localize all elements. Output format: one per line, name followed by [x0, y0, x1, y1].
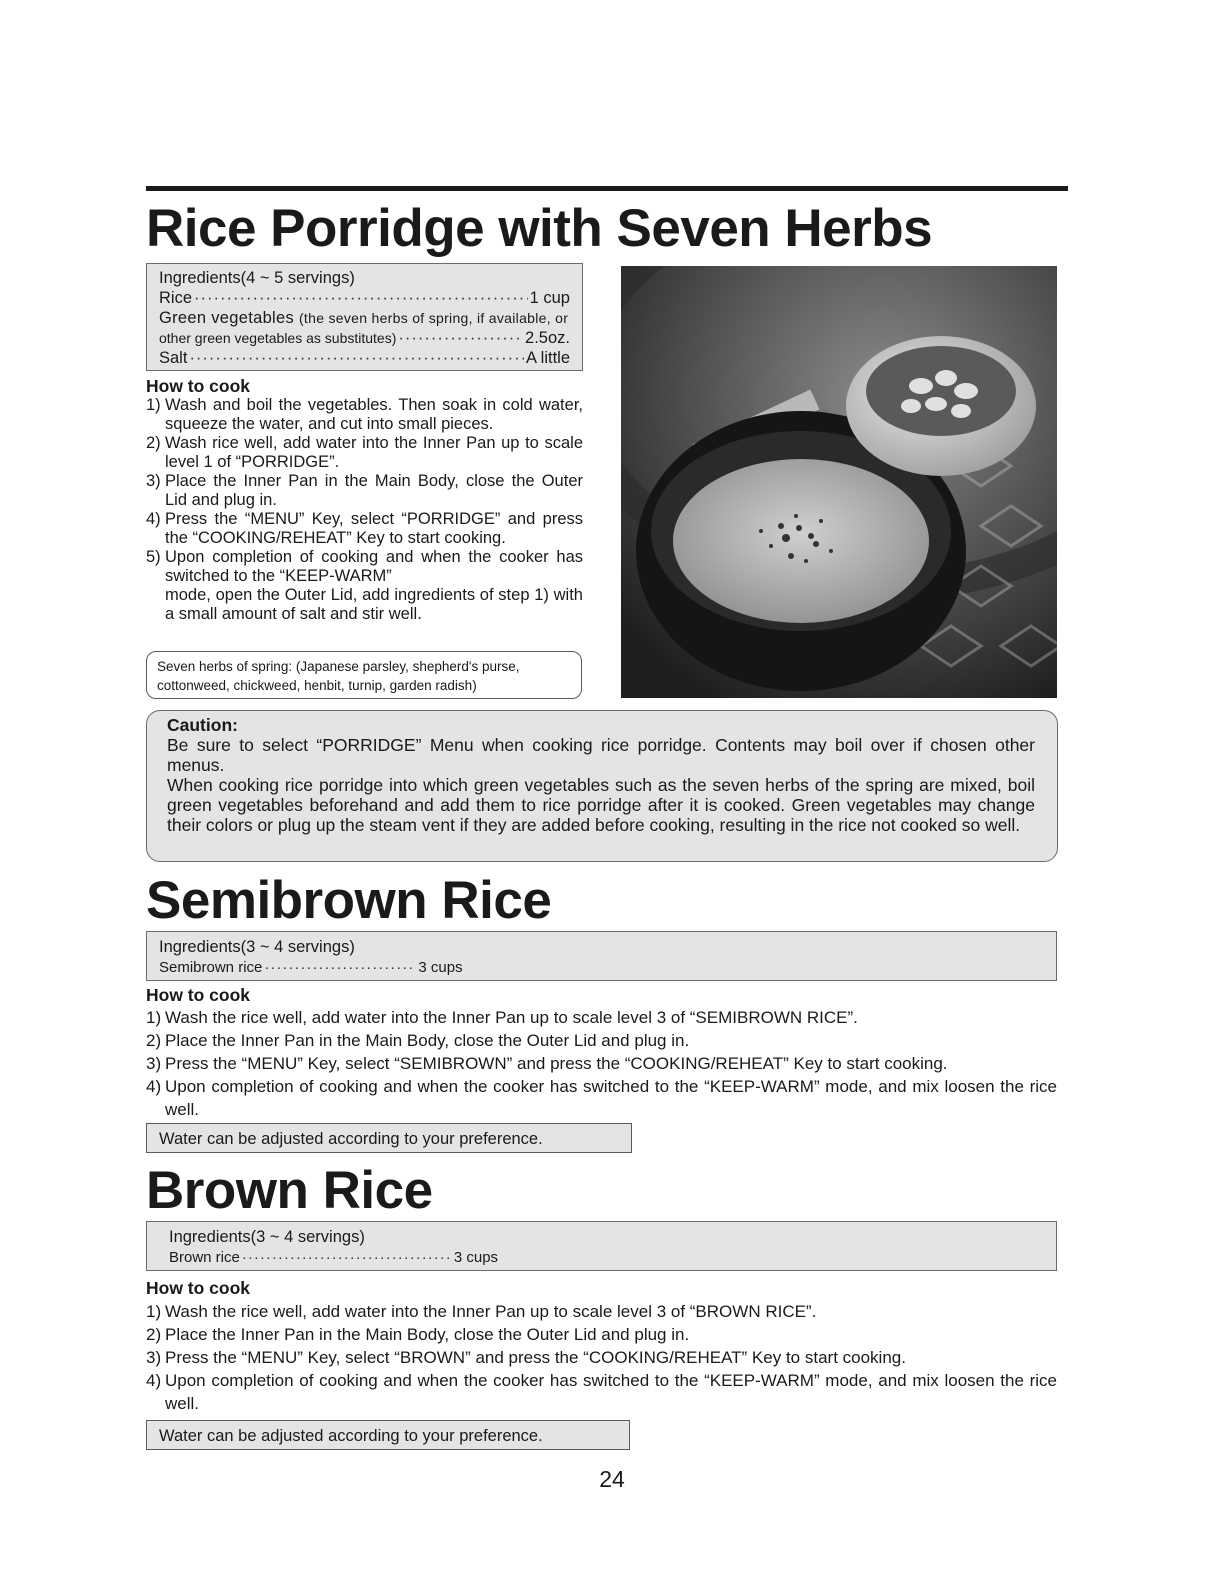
ingredients-box-semibrown: [146, 931, 1057, 981]
seven-herbs-note: Seven herbs of spring: (Japanese parsley, shepherd's purse, cottonweed, chickweed, henbit, turnip, garden radish): [146, 651, 582, 699]
page-number: 24: [599, 1466, 625, 1492]
ingredients-header: Ingredients(3 ~ 4 servings): [169, 1228, 365, 1246]
ingredients-header: Ingredients(3 ~ 4 servings): [159, 938, 355, 956]
list-item: [146, 1052, 1057, 1075]
list-item: [146, 1075, 1057, 1121]
list-item: [146, 396, 583, 434]
leader-dots: [398, 328, 523, 348]
step-number: 3): [146, 472, 161, 490]
ingredients-header: Ingredients(4 ~ 5 servings): [159, 269, 355, 287]
list-item: [146, 548, 583, 624]
step-number: 3): [146, 1348, 162, 1367]
steps-list-porridge: [146, 396, 583, 624]
step-text: Wash and boil the vegetables. Then soak in cold water, squeeze the water, and cut into small pieces.: [165, 396, 583, 433]
step-number: 3): [146, 1054, 162, 1073]
ingredient-row: [159, 348, 570, 368]
step-text: Wash the rice well, add water into the Inner Pan up to scale level 3 of “SEMIBROWN RICE”.: [165, 1008, 858, 1027]
step-text: Press the “MENU” Key, select “SEMIBROWN” and press the “COOKING/REHEAT” Key to start cooking.: [165, 1054, 948, 1073]
top-rule: [146, 186, 1068, 191]
ingredient-row: [169, 1248, 498, 1268]
water-note: Water can be adjusted according to your preference.: [146, 1420, 630, 1450]
how-to-cook-label: How to cook: [146, 376, 251, 396]
ingredient-qty: 3 cups: [418, 959, 463, 976]
step-text: Press the “MENU” Key, select “BROWN” and press the “COOKING/REHEAT” Key to start cooking.: [165, 1348, 906, 1367]
ingredients-box-porridge: [146, 263, 583, 371]
step-text: Upon completion of cooking and when the cooker has switched to the “KEEP-WARM”: [165, 548, 583, 585]
caution-paragraph: Be sure to select “PORRIDGE” Menu when cooking rice porridge. Contents may boil over if chosen other menus.: [167, 735, 1035, 775]
caution-box: [146, 710, 1058, 862]
step-number: 4): [146, 1077, 162, 1096]
ingredient-qty: A little: [525, 349, 570, 367]
list-item: [146, 472, 583, 510]
caution-title: Caution:: [167, 715, 238, 735]
ingredient-name: Semibrown rice: [159, 959, 263, 976]
leader-dots: [242, 1248, 452, 1268]
step-number: 1): [146, 396, 161, 414]
ingredient-row: [159, 288, 570, 308]
step-text: Place the Inner Pan in the Main Body, close the Outer Lid and plug in.: [165, 1325, 690, 1344]
ingredient-row: [159, 328, 570, 348]
ingredient-row: [159, 308, 570, 328]
list-item: [146, 510, 583, 548]
step-number: 5): [146, 548, 161, 566]
ingredient-note: (the seven herbs of spring, if available, or: [298, 310, 569, 326]
step-text: Wash the rice well, add water into the Inner Pan up to scale level 3 of “BROWN RICE”.: [165, 1302, 817, 1321]
step-number: 1): [146, 1008, 162, 1027]
section-title-brown: Brown Rice: [146, 1161, 433, 1220]
list-item: [146, 1300, 1057, 1323]
ingredient-qty: 2.5oz.: [525, 329, 570, 347]
step-text: mode, open the Outer Lid, add ingredients of step 1) with a small amount of salt and stir well.: [165, 586, 583, 623]
ingredient-name: Rice: [159, 289, 193, 307]
section-title-semibrown: Semibrown Rice: [146, 871, 552, 930]
steps-list-semibrown: [146, 1006, 1057, 1121]
list-item: [146, 1369, 1057, 1415]
leader-dots: [264, 958, 416, 978]
porridge-photo: [621, 266, 1057, 698]
ingredient-qty: 3 cups: [453, 1249, 499, 1266]
list-item: [146, 434, 583, 472]
section-title-porridge: Rice Porridge with Seven Herbs: [146, 199, 933, 258]
ingredient-row: [159, 958, 463, 978]
step-number: 2): [146, 1325, 162, 1344]
ingredient-name: Green vegetables: [159, 309, 295, 327]
step-text: Upon completion of cooking and when the cooker has switched to the “KEEP-WARM” mode, and mix loosen the rice well.: [165, 1077, 1057, 1119]
list-item: [146, 1006, 1057, 1029]
porridge-bowl-image: [621, 266, 1057, 698]
step-text: Upon completion of cooking and when the cooker has switched to the “KEEP-WARM” mode, and mix loosen the rice well.: [165, 1371, 1057, 1413]
how-to-cook-label: How to cook: [146, 985, 251, 1005]
ingredient-name: Brown rice: [169, 1249, 240, 1266]
list-item: [146, 1346, 1057, 1369]
ingredient-qty: 1 cup: [529, 289, 570, 307]
step-number: 1): [146, 1302, 162, 1321]
step-number: 2): [146, 1031, 162, 1050]
step-number: 4): [146, 1371, 162, 1390]
list-item: [146, 1323, 1057, 1346]
step-number: 2): [146, 434, 161, 452]
list-item: [146, 1029, 1057, 1052]
step-text: Wash rice well, add water into the Inner Pan up to scale level 1 of “PORRIDGE”.: [165, 434, 583, 471]
step-text: Place the Inner Pan in the Main Body, close the Outer Lid and plug in.: [165, 1031, 690, 1050]
ingredient-note: other green vegetables as substitutes): [159, 330, 397, 346]
step-text: Press the “MENU” Key, select “PORRIDGE” and press the “COOKING/REHEAT” Key to start cooking.: [165, 510, 583, 547]
steps-list-brown: [146, 1300, 1057, 1415]
step-text: Place the Inner Pan in the Main Body, close the Outer Lid and plug in.: [165, 472, 583, 509]
ingredient-name: Salt: [159, 349, 188, 367]
leader-dots: [194, 288, 528, 308]
water-note: Water can be adjusted according to your preference.: [146, 1123, 632, 1153]
leader-dots: [189, 348, 524, 368]
caution-paragraph: When cooking rice porridge into which green vegetables such as the seven herbs of the spring are mixed, boil green vegetables beforehand and add them to rice porridge after it is cooked. Green vegetables may change their colors or plug up the steam vent if they are added before cooking, resulting in the rice not cooked so well.: [167, 775, 1035, 835]
step-number: 4): [146, 510, 161, 528]
how-to-cook-label: How to cook: [146, 1278, 251, 1298]
ingredients-box-brown: [146, 1221, 1057, 1271]
